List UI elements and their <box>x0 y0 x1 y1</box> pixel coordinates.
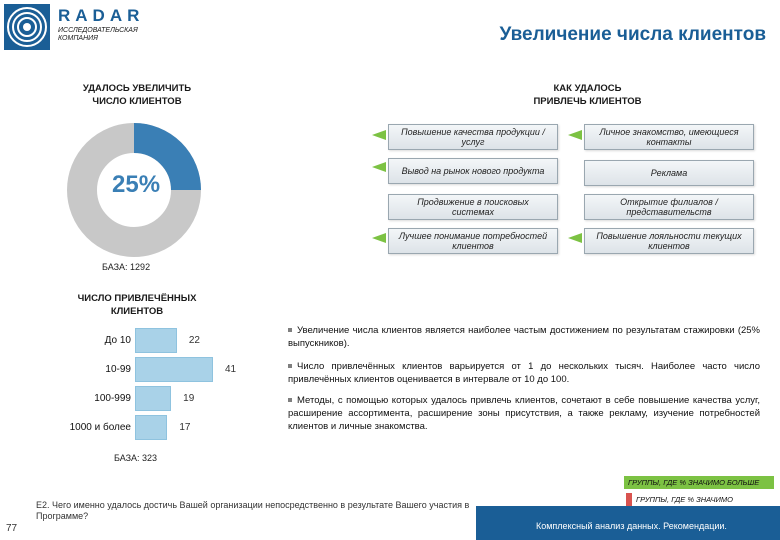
bullet-item <box>288 324 760 350</box>
footer-text: Комплексный анализ данных. Рекомендации. <box>536 521 727 531</box>
method-box: Повышение качества продукции / услуг <box>388 124 558 150</box>
bullet-text: Увеличение числа клиентов является наиболее частым достижением по результатам стажировки (25% выпускников). <box>288 325 760 349</box>
significant-marker-icon <box>372 162 386 172</box>
logo <box>0 0 150 52</box>
legend-more: ГРУППЫ, ГДЕ % ЗНАЧИМО БОЛЬШЕ <box>624 476 774 489</box>
heading-line: КЛИЕНТОВ <box>110 306 164 317</box>
bar-category-label: До 10 <box>104 335 131 346</box>
significant-marker-icon <box>568 233 582 243</box>
bar-value-label: 41 <box>225 364 237 375</box>
heading-line: ЧИСЛО ПРИВЛЕЧЁННЫХ <box>77 293 197 304</box>
logo-text: RADAR <box>58 6 145 25</box>
page-number: 77 <box>6 523 18 534</box>
method-box: Реклама <box>584 160 754 186</box>
heading-line: ПРИВЛЕЧЬ КЛИЕНТОВ <box>533 96 642 107</box>
clients-count-heading <box>62 292 212 318</box>
donut-value: 25% <box>112 171 161 198</box>
bullet-marker <box>288 398 292 402</box>
heading-line: УДАЛОСЬ УВЕЛИЧИТЬ <box>82 83 192 94</box>
base-label: БАЗА: 1292 <box>102 262 151 272</box>
footer-question: E2. Чего именно удалось достичь Вашей организации непосредственно в результате Вашего участия в Программе? <box>36 500 470 521</box>
bar-value-label: 17 <box>179 422 191 433</box>
bar-value-label: 22 <box>188 335 200 346</box>
method-box: Вывод на рынок нового продукта <box>388 158 558 184</box>
method-box: Повышение лояльности текущих клиентов <box>584 228 754 254</box>
bar <box>135 386 171 411</box>
bar-value-label: 19 <box>183 393 195 404</box>
bar-category-label: 100-999 <box>94 393 131 404</box>
significant-marker-icon <box>568 130 582 140</box>
radar-logo-icon <box>4 4 50 50</box>
bar <box>135 357 213 382</box>
page-title: Увеличение числа клиентов <box>499 24 766 45</box>
bar-category-label: 1000 и более <box>69 422 131 433</box>
bar-category-label: 10-99 <box>105 364 131 375</box>
logo-subtitle: ИССЛЕДОВАТЕЛЬСКАЯ КОМПАНИЯ <box>58 27 138 42</box>
increased-clients-heading <box>62 82 212 108</box>
legend-less: ГРУППЫ, ГДЕ % ЗНАЧИМО <box>626 493 742 515</box>
bullet-marker <box>288 364 292 368</box>
method-box: Открытие филиалов / представительств <box>584 194 754 220</box>
significant-marker-icon <box>372 130 386 140</box>
bullet-text: Число привлечённых клиентов варьируется от 1 до нескольких тысяч. Наиболее часто число привлечённых клиентов оценивается в интервале от 10 до 100. <box>288 361 760 385</box>
how-attracted-heading <box>500 82 675 108</box>
method-box: Продвижение в поисковых системах <box>388 194 558 220</box>
bullet-item <box>288 394 760 433</box>
heading-line: КАК УДАЛОСЬ <box>553 83 622 94</box>
base-label: БАЗА: 323 <box>114 453 158 463</box>
method-box: Личное знакомство, имеющиеся контакты <box>584 124 754 150</box>
method-box: Лучшее понимание потребностей клиентов <box>388 228 558 254</box>
bullet-text: Методы, с помощью которых удалось привлечь клиентов, сочетают в себе повышение качества услуг, расширение ассортимента, расширение зоны присутствия, а также рекламу, изучение потребностей клиентов и личные знакомства. <box>288 395 760 432</box>
heading-line: ЧИСЛО КЛИЕНТОВ <box>92 96 182 107</box>
bullet-item <box>288 360 760 386</box>
bar <box>135 415 167 440</box>
significant-marker-icon <box>372 233 386 243</box>
bar <box>135 328 177 353</box>
bullet-marker <box>288 328 292 332</box>
